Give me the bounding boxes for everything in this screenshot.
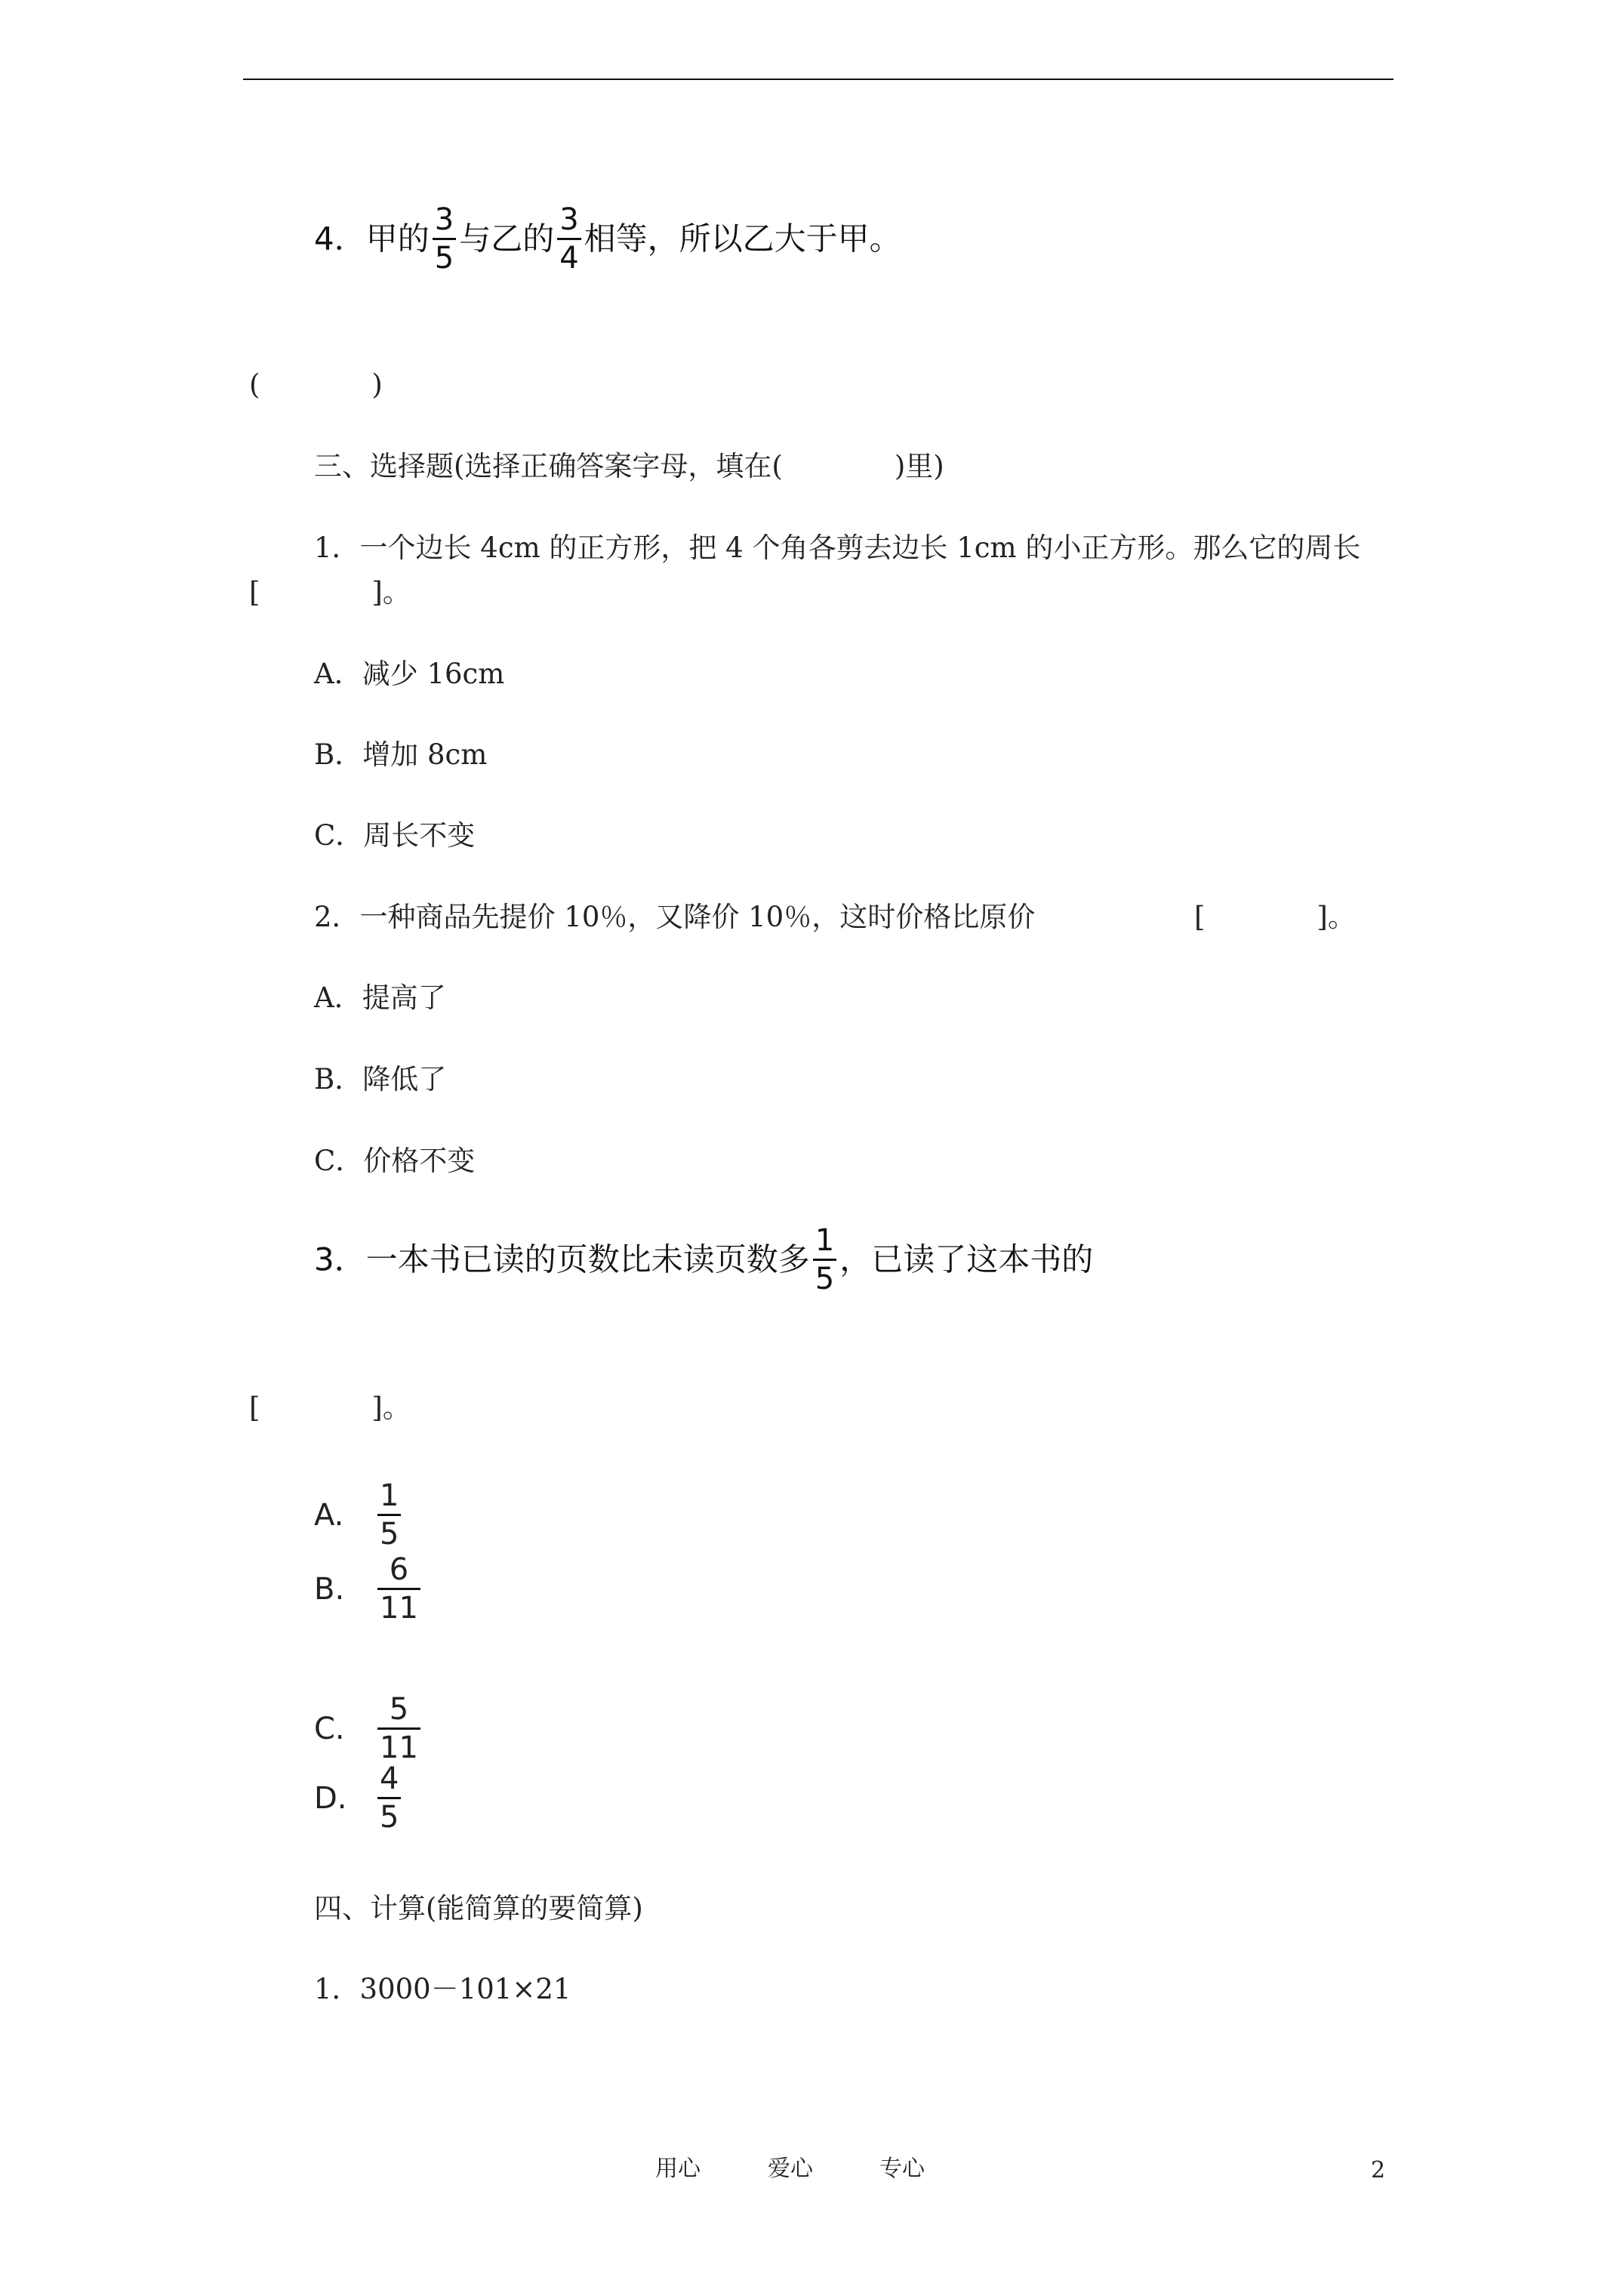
item4-mid: 与乙的 — [459, 220, 555, 257]
option-letter: A. — [314, 1497, 344, 1533]
item4-prefix: 4．甲的 — [314, 220, 430, 257]
fraction-bar — [377, 1514, 401, 1516]
fraction-bar — [813, 1259, 836, 1261]
q1-bracket: [ ]。 — [249, 576, 411, 609]
fraction-denominator: 4 — [559, 241, 579, 276]
fraction-denominator: 5 — [380, 1517, 399, 1552]
fraction-numerator: 1 — [815, 1223, 835, 1258]
section4-title: 四、计算(能简算的要简算) — [314, 1892, 643, 1925]
option-letter: B. — [314, 1571, 345, 1607]
header-rule — [243, 79, 1394, 80]
q2-bracket: [ ]。 — [1194, 901, 1356, 933]
q2-option-a: A．提高了 — [314, 982, 446, 1014]
q3-prefix: 3．一本书已读的页数比未读页数多 — [314, 1240, 810, 1278]
item4-fraction-2 — [557, 204, 581, 274]
footer-item-1: 用心 — [655, 2156, 701, 2182]
fraction-bar — [433, 238, 456, 240]
section3-title: 三、选择题(选择正确答案字母，填在( )里) — [314, 450, 944, 482]
fraction-numerator: 1 — [380, 1478, 399, 1513]
q1-option-a: A．减少 16cm — [314, 658, 505, 690]
footer-item-2: 爱心 — [768, 2156, 813, 2182]
q2-option-c: C．价格不变 — [314, 1145, 476, 1177]
section4-q1: 1．3000－101×21 — [314, 1973, 571, 2005]
q3-fraction — [813, 1225, 836, 1295]
fraction-bar — [377, 1588, 420, 1590]
option-fraction — [377, 1693, 420, 1764]
q3-option-c — [314, 1693, 423, 1764]
fraction-numerator: 3 — [559, 202, 579, 237]
fraction-numerator: 5 — [389, 1692, 409, 1727]
q3-text — [314, 1225, 1093, 1295]
fraction-denominator: 5 — [815, 1262, 835, 1296]
footer-item-3: 专心 — [879, 2156, 925, 2182]
q3-option-a — [314, 1480, 404, 1550]
q2-option-b: B．降低了 — [314, 1063, 447, 1096]
fraction-denominator: 5 — [434, 241, 454, 276]
option-letter: C. — [314, 1711, 345, 1746]
option-letter: D. — [314, 1780, 347, 1816]
option-fraction — [377, 1763, 401, 1833]
option-fraction — [377, 1480, 401, 1550]
q3-bracket: [ ]。 — [249, 1391, 411, 1424]
item4-suffix: 相等，所以乙大于甲。 — [584, 220, 901, 257]
fraction-bar — [557, 238, 581, 240]
q3-option-d — [314, 1763, 404, 1833]
fraction-numerator: 4 — [380, 1761, 399, 1796]
option-fraction — [377, 1554, 420, 1624]
fraction-bar — [377, 1797, 401, 1799]
q1-option-c: C．周长不变 — [314, 819, 476, 852]
page-number: 2 — [1371, 2157, 1386, 2184]
fraction-denominator: 5 — [380, 1800, 399, 1835]
q1-line1: 1．一个边长 4cm 的正方形，把 4 个角各剪去边长 1cm 的小正方形。那么它的周长 — [314, 532, 1361, 564]
fraction-denominator: 11 — [380, 1730, 418, 1765]
q3-option-b — [314, 1554, 423, 1624]
judgment-item-4 — [314, 204, 901, 274]
fraction-numerator: 3 — [434, 202, 454, 237]
item4-fraction-1 — [433, 204, 456, 274]
fraction-denominator: 11 — [380, 1591, 418, 1626]
fraction-bar — [377, 1727, 420, 1730]
fraction-numerator: 6 — [389, 1552, 409, 1587]
q2-text: 2．一种商品先提价 10％，又降价 10％，这时价格比原价 — [314, 901, 1036, 933]
q3-suffix: ，已读了这本书的 — [839, 1240, 1094, 1278]
q1-option-b: B．增加 8cm — [314, 738, 488, 771]
item4-answer-blank: ( ) — [249, 368, 383, 401]
